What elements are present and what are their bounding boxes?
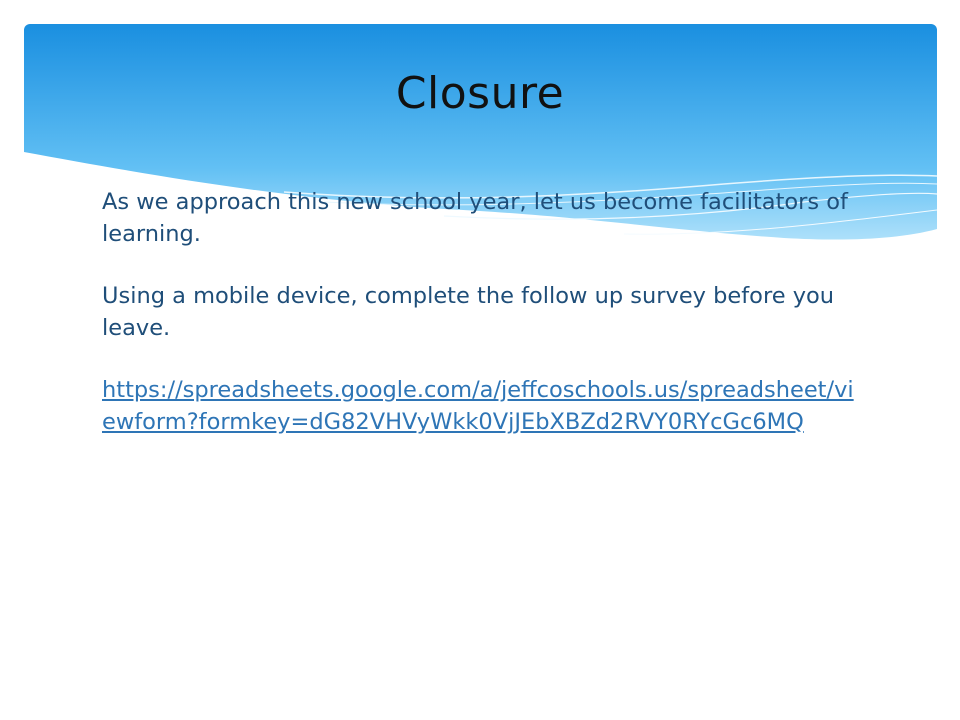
paragraph-intro: As we approach this new school year, let us become facilitators of learning. <box>102 189 848 247</box>
slide-body <box>102 186 862 438</box>
slide-title: Closure <box>395 68 565 119</box>
survey-link[interactable]: https://spreadsheets.google.com/a/jeffcoschools.us/spreadsheet/viewform?formkey=dG82VHVyWkk0VjJEbXBZd2RVY0RYcGc6MQ <box>102 377 854 435</box>
paragraph-survey-instructions: Using a mobile device, complete the follow up survey before you leave. <box>102 283 835 341</box>
